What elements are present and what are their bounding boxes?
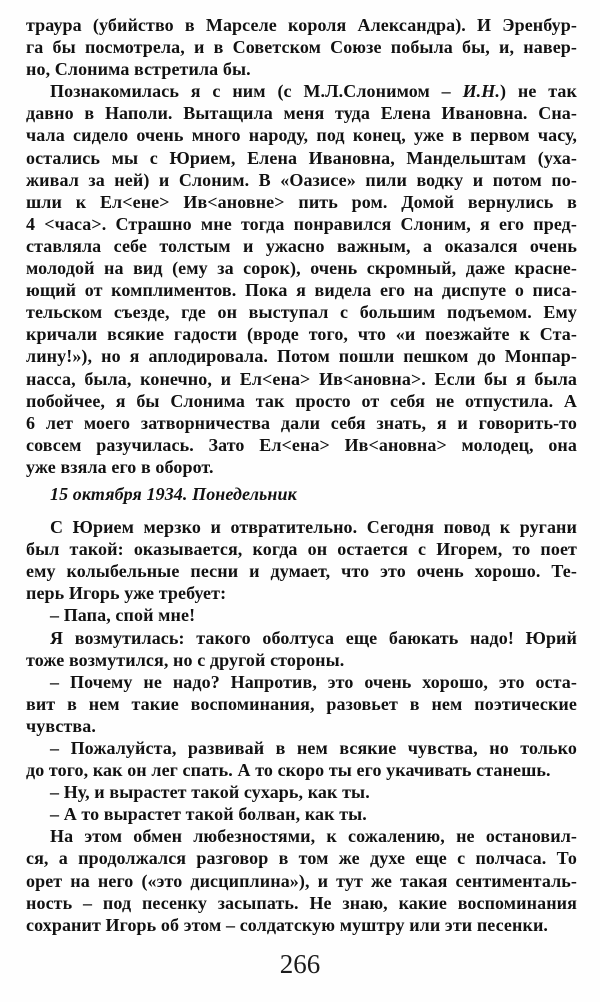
text-line: сохранит Игорь об этом – солдатскую муштру или эти песенки. [26,914,549,935]
text-line: – Почему не надо? Напротив, это очень хорошо, это оста- [50,671,577,692]
text-line: давно в Наполи. Вытащила меня туда Елена Ивановна. Сна- [26,103,577,124]
text-line: ющий от комплиментов. Пока я видела его на диспуте о писа- [26,280,577,301]
text-line: лину!»), но я аплодировала. Потом пошли пешком до Монпар- [26,346,577,367]
text-line: шли к Ел<ене> Ив<ановне> пить ром. Домой вернулись в [26,191,577,212]
italic-initials: И.Н. [462,81,500,102]
text-line: чувства. [26,715,96,736]
paragraph [26,80,577,478]
text-line: – Пожалуйста, развивай в нем всякие чувства, но только [50,738,577,758]
paragraph [26,781,577,803]
page-text [26,14,577,936]
text-line: вит в нем такие воспоминания, разовьет в нем поэтические [26,693,577,714]
paragraph [26,737,577,781]
paragraph [26,516,577,604]
text-line: ся, а продолжался разговор в том же духе еще с полчаса. То [26,848,577,869]
text-line: га бы посмотрела, и в Советском Союзе побыла бы, и, навер- [26,37,577,58]
text-line: – Папа, спой мне! [50,605,196,626]
date-heading: 15 октября 1934. Понедельник [50,483,297,504]
text-line: перь Игорь уже требует: [26,583,227,604]
page-number: 266 [279,949,321,979]
text-line: тельском съезде, где он выступал с большим подъемом. Ему [26,302,577,323]
text-line: ему колыбельные песни и думает, что это очень хорошо. Те- [26,561,577,582]
text-line: – Ну, и вырастет такой сухарь, как ты. [50,782,370,803]
text-line: совсем разучилась. Зато Ел<ена> Ив<ановна> молодец, она [26,434,577,455]
text-line: до того, как он лег спать. А то скоро ты его укачивать станешь. [26,760,551,781]
text-line: Я возмутилась: такого оболтуса еще баюкать надо! Юрий [50,627,577,648]
text-line: кричали всякие гадости (вроде того, что «и поезжайте к Ста- [26,324,577,345]
text-line: уже взяла его в оборот. [26,456,214,477]
text-line: траура (убийство в Марселе короля Александра). И Эренбур- [26,15,577,35]
text-line: ставляла себе толстым и ужасно важным, а оказался очень [26,235,577,256]
text-run: ) не так [499,81,577,102]
paragraph [26,627,577,671]
paragraph [26,14,577,80]
text-line: С Юрием мерзко и отвратительно. Сегодня повод к ругани [50,517,577,538]
text-line: 4 <часа>. Страшно мне тогда понравился Слоним, я его пред- [26,213,577,234]
text-line: был такой: оказывается, когда он остается с Игорем, то поет [26,539,577,560]
paragraph [26,803,577,825]
text-line: насса, была, конечно, и Ел<ена> Ив<ановна>. Если бы я была [26,368,577,389]
paragraph [26,825,577,935]
text-line: остались мы с Юрием, Елена Ивановна, Мандельштам (уха- [26,147,577,168]
paragraph [26,604,577,626]
text-line: но, Слонима встретила бы. [26,59,251,80]
text-line: побойчее, я бы Слонима так просто от себя не отпустила. А [26,390,577,411]
paragraph [26,671,577,737]
text-line: На этом обмен любезностями, к сожалению, не остановил- [50,826,577,847]
text-line: орет на него («это дисциплина»), и тут же такая сентименталь- [26,870,577,891]
text-line: молодой на вид (ему за сорок), очень скромный, даже красне- [26,258,577,279]
text-line: 6 лет моего затворничества дали себя знать, я и говорить-то [26,412,577,433]
text-line: тоже возмутился, но с другой стороны. [26,649,345,670]
text-line [26,80,577,102]
text-run: Познакомилась я с ним (с М.Л.Слонимом – [50,81,463,102]
text-line: – А то вырастет такой болван, как ты. [50,804,367,825]
text-line: чала сидело очень много народу, под конец, уже в первом часу, [26,125,577,146]
text-line: ность – под песенку засыпать. Не знаю, какие воспоминания [26,892,577,913]
text-line: живал за ней) и Слоним. В «Оазисе» пили водку и потом по- [26,169,577,190]
